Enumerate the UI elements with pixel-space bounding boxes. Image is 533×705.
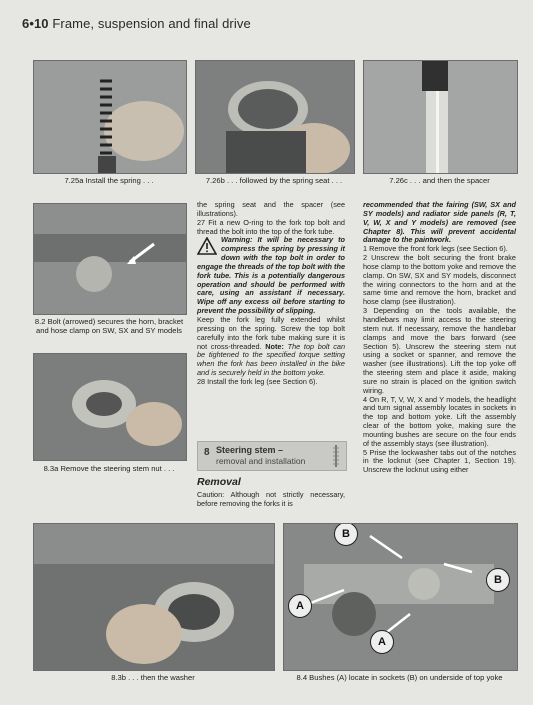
mid-p3: Keep the fork leg fully extended whilst pressing on the spring. Screw the top bolt carefully into the fork tube making sure it is not cross-threaded. [197, 314, 345, 351]
callout-a-left: A [288, 594, 312, 618]
removal-heading: Removal [197, 476, 241, 488]
right-p2: 2 Unscrew the bolt securing the front brake hose clamp to the bottom yoke and remove the clamp. On SW, SX and SY models, disconnect the wiring connectors to the horn and at the same time and remove the horn, bracket and hose clamp (see illustration). [363, 253, 516, 307]
right-p3: 3 Depending on the tools available, the handlebars may limit access to the steering stem nut. If necessary, remove the handlebar clamps and move the bars forward (see Section 5). Unscrew the steering stem nut using a socket or spanner, and remove the washer (see illustrations). Lift the top yoke off the steering stem and place it aside, making sure no strain is placed on the ignition switch wiring. [363, 306, 516, 395]
caption-8-2: 8.2 Bolt (arrowed) secures the horn, bracket and hose clamp on SW, SX and SY models [34, 317, 184, 335]
photo-8-3a [33, 353, 187, 461]
section-subtitle: removal and installation [216, 456, 306, 466]
page-number: 6•10 [22, 16, 49, 31]
caption-8-3b: 8.3b . . . then the washer [111, 673, 195, 682]
caution-text: Caution: Although not strictly necessary, before removing the forks it is [197, 490, 345, 508]
page-header [22, 16, 251, 31]
mid-p2: 27 Fit a new O-ring to the fork top bolt and thread the bolt into the top of the fork tube. [197, 217, 345, 236]
chapter-title: Frame, suspension and final drive [52, 16, 251, 31]
caption-7-26b: 7.26b . . . followed by the spring seat . . . [205, 176, 343, 185]
photo-8-2 [33, 203, 187, 315]
spanner-icon [330, 444, 342, 468]
note-label: Note: [265, 341, 284, 351]
photo-7-25a [33, 60, 187, 174]
warning-triangle-icon [197, 237, 217, 255]
warning-text: Warning: It will be necessary to compress the spring by pressing it down with the top bolt in order to engage the threads of the top bolt with the fork tube. This is a potentially dangerous operation and should be performed with care, using an assistant if necessary. Wipe off any excess oil before starting to prevent the possibility of slipping. [197, 235, 345, 316]
right-column-text [363, 201, 516, 475]
callout-b-right: B [486, 568, 510, 592]
right-p4: 4 On R, T, V, W, X and Y models, the headlight and turn signal assembly locates in sockets in the top and bottom yoke. Lift the assembly clear of the bottom yoke, making sure the mounting bushes are secure on the four ends of the assembly stays (see illustration). [363, 394, 516, 448]
caption-8-3a: 8.3a Remove the steering stem nut . . . [43, 464, 175, 473]
mid-p1: the spring seat and the spacer (see illustrations). [197, 200, 345, 218]
callout-b-top: B [334, 523, 358, 546]
section-number: 8 [204, 447, 210, 458]
middle-column-text [197, 201, 345, 387]
section-banner [197, 441, 347, 471]
note-text: The top bolt can be tightened to the specified torque setting when the fork has been installed in the bike and is securely held in the bottom yoke. [197, 341, 346, 378]
mid-p4: 28 Install the fork leg (see Section 6). [197, 376, 318, 386]
section-title: Steering stem – [216, 445, 284, 455]
photo-8-3b [33, 523, 275, 671]
caption-7-25a: 7.25a Install the spring . . . [64, 176, 154, 185]
photo-7-26c [363, 60, 518, 174]
photo-7-26b [195, 60, 355, 174]
right-p0: recommended that the fairing (SW, SX and SY models) and radiator side panels (R, T, V, W, X and Y models) are removed (see Chapter 8). This will prevent accidental damage to the paintwork. [363, 200, 516, 245]
warning-box [197, 236, 345, 316]
right-p1: 1 Remove the front fork legs (see Section 6). [363, 244, 508, 254]
caption-7-26c: 7.26c . . . and then the spacer [389, 176, 490, 185]
callout-a-bottom: A [370, 630, 394, 654]
right-p5: 5 Prise the lockwasher tabs out of the notches in the locknut (see Chapter 1, Section 19). Unscrew the locknut using either [363, 447, 516, 475]
photo-8-4 [283, 523, 518, 671]
caption-8-4: 8.4 Bushes (A) locate in sockets (B) on underside of top yoke [296, 673, 503, 682]
